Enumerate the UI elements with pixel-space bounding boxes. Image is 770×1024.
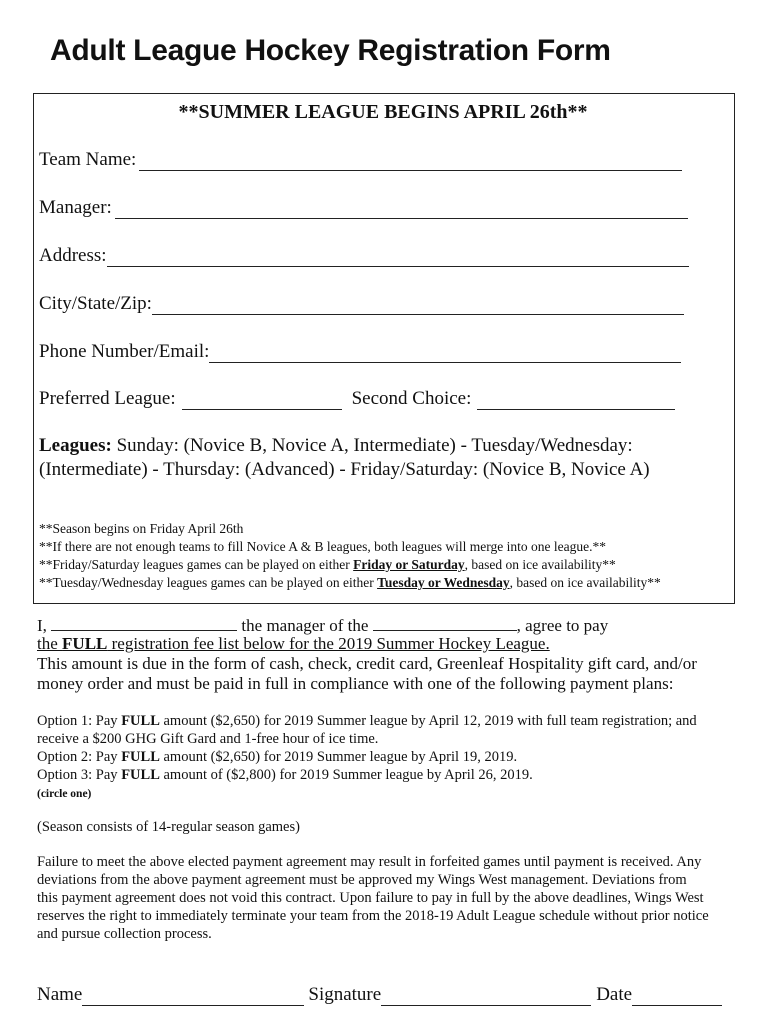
manager-input[interactable] <box>115 200 688 219</box>
signature-input[interactable] <box>381 987 591 1006</box>
leagues-text: Sunday: (Novice B, Novice A, Intermediate) - Tuesday/Wednesday: (Intermediate) - Thursday: (Advanced) - Friday/Saturday: (Novice B, Novice A) <box>39 435 650 480</box>
form-title: Adult League Hockey Registration Form <box>50 34 611 67</box>
manager-label: Manager: <box>39 197 112 218</box>
preferred-league-input[interactable] <box>182 391 342 410</box>
amount-line-1: This amount is due in the form of cash, check, credit card, Greenleaf Hospitality gift card, and/or <box>37 654 697 673</box>
option-2[interactable]: Option 2: Pay FULL amount ($2,650) for 2019 Summer league by April 19, 2019. <box>37 749 518 765</box>
failure-line-1: Failure to meet the above elected payment agreement may result in forfeited games until payment is received. Any <box>37 854 702 870</box>
signature-row <box>37 984 722 1006</box>
note-tuesday-wednesday: **Tuesday/Wednesday leagues games can be played on either Tuesday or Wednesday, based on ice availability** <box>39 575 661 590</box>
signature-label: Signature <box>308 984 382 1005</box>
amount-line-2: money order and must be paid in full in compliance with one of the following payment plans: <box>37 674 674 693</box>
option-1[interactable]: Option 1: Pay FULL amount ($2,650) for 2019 Summer league by April 12, 2019 with full team registration; and <box>37 713 697 729</box>
date-input[interactable] <box>632 987 722 1006</box>
date-label: Date <box>596 984 633 1005</box>
full-fee-line: the FULL registration fee list below for the 2019 Summer Hockey League. <box>37 634 550 653</box>
phone-email-label: Phone Number/Email: <box>39 341 210 362</box>
agreement-line: I, the manager of the , agree to pay <box>37 616 609 635</box>
option-3[interactable]: Option 3: Pay FULL amount of ($2,800) for 2019 Summer league by April 26, 2019. <box>37 767 533 783</box>
circle-one-note: (circle one) <box>37 788 92 800</box>
team-name-blank[interactable] <box>373 614 517 631</box>
address-input[interactable] <box>107 248 689 267</box>
manager-field <box>39 197 688 219</box>
phone-email-field <box>39 341 681 363</box>
phone-email-input[interactable] <box>209 344 681 363</box>
city-state-zip-field <box>39 293 684 315</box>
friday-saturday-days: Friday or Saturday <box>353 557 465 572</box>
address-field <box>39 245 689 267</box>
second-choice-input[interactable] <box>477 391 675 410</box>
team-name-label: Team Name: <box>39 149 137 170</box>
full-emphasis: FULL <box>62 634 108 653</box>
leagues-description <box>39 434 719 482</box>
preferred-league-field <box>39 388 675 410</box>
city-state-zip-input[interactable] <box>152 296 684 315</box>
name-input[interactable] <box>82 987 304 1006</box>
failure-line-4: reserves the right to immediately terminate your team from the 2018-19 Adult League schedule without prior notice <box>37 908 709 924</box>
note-season-begins: **Season begins on Friday April 26th <box>39 521 244 536</box>
leagues-label: Leagues: <box>39 435 112 456</box>
league-notes <box>39 520 661 592</box>
team-name-field <box>39 149 682 171</box>
second-choice-label: Second Choice: <box>351 388 472 409</box>
tuesday-wednesday-days: Tuesday or Wednesday <box>377 575 510 590</box>
address-label: Address: <box>39 245 107 266</box>
note-merge: **If there are not enough teams to fill Novice A & B leagues, both leagues will merge into one league.** <box>39 539 606 554</box>
team-name-input[interactable] <box>139 152 682 171</box>
name-label: Name <box>37 984 83 1005</box>
season-games-note: (Season consists of 14-regular season games) <box>37 819 300 835</box>
failure-line-2: deviations from the above payment agreement must be approved my Wings West management. Deviations from <box>37 872 687 888</box>
manager-name-blank[interactable] <box>51 614 237 631</box>
city-state-zip-label: City/State/Zip: <box>39 293 152 314</box>
failure-line-5: and pursue collection process. <box>37 926 212 942</box>
note-friday-saturday: **Friday/Saturday leagues games can be played on either Friday or Saturday, based on ice availability** <box>39 557 616 572</box>
failure-line-3: this payment agreement does not void this contract. Upon failure to pay in full by the above deadlines, Wings West <box>37 890 704 906</box>
preferred-league-label: Preferred League: <box>39 388 176 409</box>
season-banner: **SUMMER LEAGUE BEGINS APRIL 26th** <box>178 101 588 123</box>
option-1-bonus: receive a $200 GHG Gift Gard and 1-free hour of ice time. <box>37 731 379 747</box>
